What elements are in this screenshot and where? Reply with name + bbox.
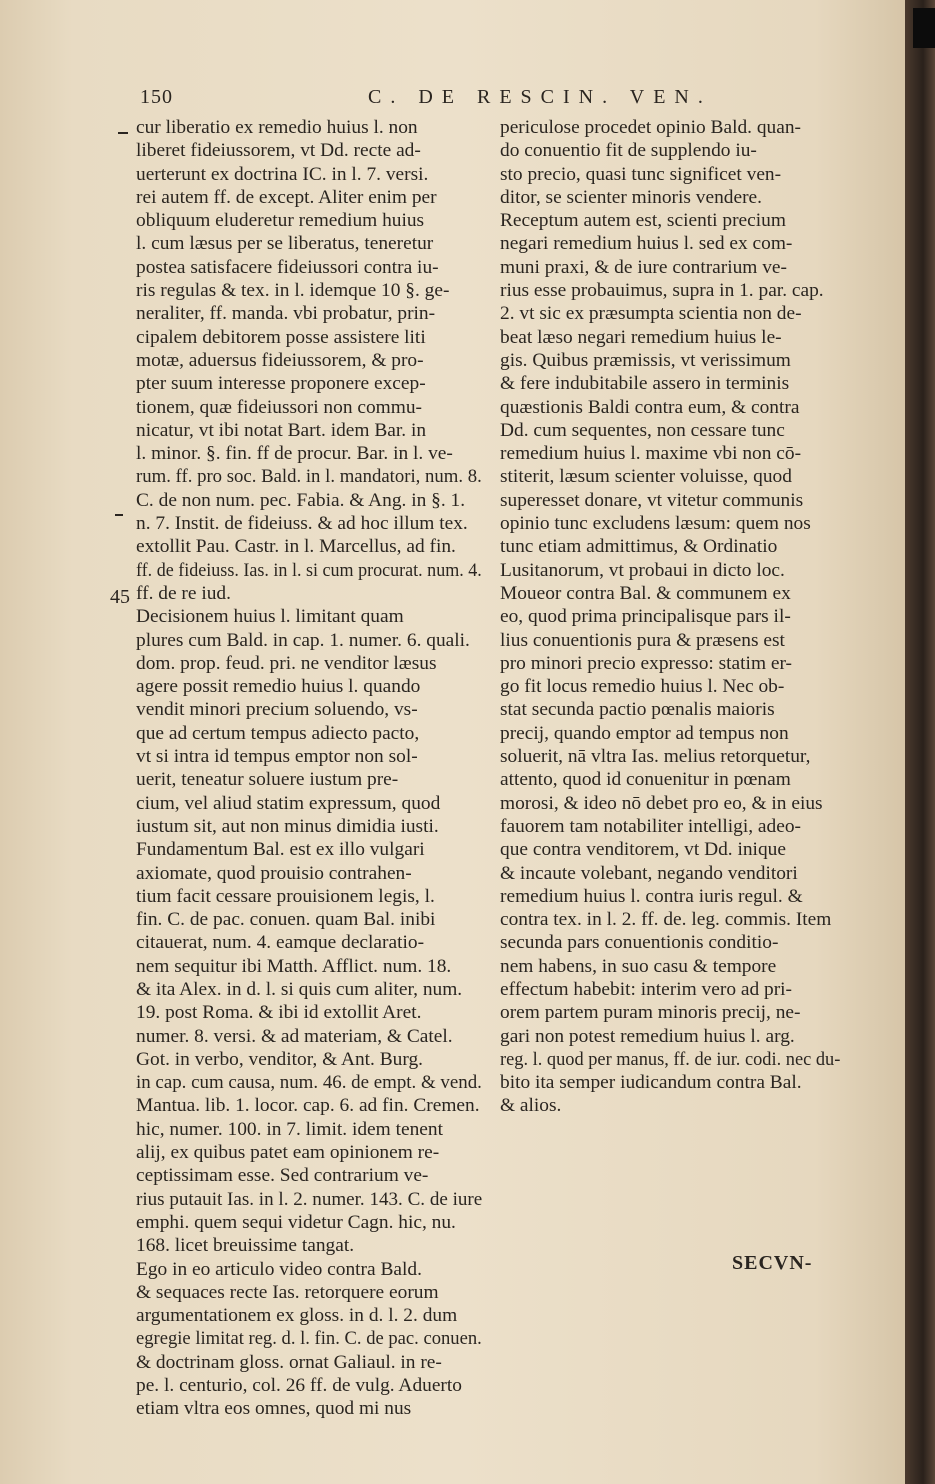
text-line: ditor, se scienter minoris vendere. (500, 186, 762, 208)
text-line: vendit minori precium soluendo, vs- (136, 699, 418, 721)
text-line: effectum habebit: interim vero ad pri- (500, 978, 793, 1000)
text-line: egregie limitat reg. d. l. fin. C. de pac. conuen. (136, 1328, 482, 1350)
text-line: extollit Pau. Castr. in l. Marcellus, ad fin. (136, 536, 456, 558)
text-line: iustum sit, aut non minus dimidia iusti. (136, 815, 439, 837)
text-line: do conuentio fit de supplendo iu- (500, 140, 757, 162)
left-column (136, 116, 482, 1421)
running-head: C. DE RESCIN. VEN. (368, 86, 712, 108)
text-line: & doctrinam gloss. ornat Galiaul. in re- (136, 1351, 442, 1373)
text-line: quæstionis Baldi contra eum, & contra (500, 396, 800, 418)
text-line: bito ita semper iudicandum contra Bal. (500, 1072, 802, 1094)
text-line: morosi, & ideo nō debet pro eo, & in eius (500, 792, 823, 814)
text-line: cur liberatio ex remedio huius l. non (136, 117, 418, 138)
text-line: numer. 8. versi. & ad materiam, & Catel. (136, 1025, 453, 1047)
text-line: attento, quod id conuenitur in pœnam (500, 769, 791, 791)
text-line: remedium huius l. contra iuris regul. & (500, 885, 803, 907)
text-line: ff. de fideiuss. Ias. in l. si cum procurat. num. 4. (136, 559, 482, 581)
text-line: negari remedium huius l. sed ex com- (500, 233, 793, 255)
text-line: contra tex. in l. 2. ff. de. leg. commis. Item (500, 909, 832, 931)
text-line: 19. post Roma. & ibi id extollit Aret. (136, 1002, 422, 1024)
text-line: plures cum Bald. in cap. 1. numer. 6. quali. (136, 629, 470, 651)
text-line: 168. licet breuissime tangat. (136, 1235, 355, 1257)
text-line: vt si intra id tempus emptor non sol- (136, 746, 418, 768)
text-line: & incaute volebant, negando venditori (500, 862, 798, 884)
text-line: sto precio, quasi tunc significet ven- (500, 163, 782, 185)
text-line: 2. vt sic ex præsumpta scientia non de- (500, 303, 802, 325)
text-line: ff. de re iud. (136, 582, 231, 604)
text-line: secunda pars conuentionis conditio- (500, 932, 779, 954)
text-line: gari non potest remedium huius l. arg. (500, 1025, 795, 1047)
text-line: uerterunt ex doctrina IC. in l. 7. versi. (136, 163, 429, 185)
text-line: alij, ex quibus patet eam opinionem re- (136, 1142, 440, 1164)
text-line: ris regulas & tex. in l. idemque 10 §. ge- (136, 280, 450, 302)
text-line: periculose procedet opinio Bald. quan- (500, 117, 801, 138)
text-line: l. minor. §. fin. ff de procur. Bar. in l. ve- (136, 443, 453, 465)
text-line: agere possit remedio huius l. quando (136, 676, 421, 698)
page-header (140, 86, 860, 114)
text-line: motæ, aduersus fideiussorem, & pro- (136, 349, 424, 371)
text-line: que ad certum tempus adiecto pacto, (136, 722, 420, 744)
text-line: & alios. (500, 1095, 562, 1117)
margin-mark (115, 514, 123, 516)
text-line: hic, numer. 100. in 7. limit. idem tenent (136, 1118, 443, 1140)
spine-tab (913, 8, 935, 48)
text-line: obliquum eluderetur remedium huius (136, 210, 425, 232)
text-line: Decisionem huius l. limitant quam (136, 606, 404, 628)
text-line: & sequaces recte Ias. retorquere eorum (136, 1281, 439, 1303)
text-line: l. cum læsus per se liberatus, teneretur (136, 233, 434, 255)
text-line: precij, quando emptor ad tempus non (500, 722, 789, 744)
text-line: Mantua. lib. 1. locor. cap. 6. ad fin. Cremen. (136, 1095, 480, 1117)
text-line: Lusitanorum, vt probaui in dicto loc. (500, 559, 785, 581)
text-line: remedium huius l. maxime vbi non cō- (500, 443, 802, 465)
text-line: reg. l. quod per manus, ff. de iur. codi. nec du- (500, 1048, 841, 1070)
text-line: ceptissimam esse. Sed contrarium ve- (136, 1165, 429, 1187)
text-line: & fere indubitabile assero in terminis (500, 373, 790, 395)
text-line: etiam vltra eos omnes, quod mi nus (136, 1398, 412, 1420)
text-line: beat læso negari remedium huius le- (500, 326, 782, 348)
text-line: soluerit, nā vltra Ias. melius retorquetur, (500, 746, 811, 768)
text-line: n. 7. Instit. de fideiuss. & ad hoc illum tex. (136, 513, 468, 535)
book-spine (905, 0, 935, 1484)
text-line: Got. in verbo, venditor, & Ant. Burg. (136, 1048, 424, 1070)
text-line: opinio tunc excludens læsum: quem nos (500, 513, 811, 535)
catchword: SECVN- (732, 1252, 813, 1274)
text-line: pe. l. centurio, col. 26 ff. de vulg. Aduerto (136, 1375, 462, 1397)
text-line: axiomate, quod prouisio contrahen- (136, 862, 412, 884)
text-line: fauorem tam notabiliter intelligi, adeo- (500, 815, 801, 837)
text-line: dom. prop. feud. pri. ne venditor læsus (136, 652, 437, 674)
text-line: stiterit, læsum scienter voluisse, quod (500, 466, 792, 488)
text-line: eo, quod prima principalisque pars il- (500, 606, 791, 628)
text-line: rum. ff. pro soc. Bald. in l. mandatori, num. 8. (136, 466, 482, 488)
text-line: emphi. quem sequi videtur Cagn. hic, nu. (136, 1211, 456, 1233)
text-line: pro minori precio expresso: statim er- (500, 652, 793, 674)
text-line: & ita Alex. in d. l. si quis cum aliter, num. (136, 978, 463, 1000)
text-line: orem partem puram minoris precij, ne- (500, 1002, 801, 1024)
text-line: liberet fideiussorem, vt Dd. recte ad- (136, 140, 421, 162)
margin-number: 45 (110, 586, 130, 608)
right-column (500, 116, 840, 1118)
text-line: neraliter, ff. manda. vbi probatur, prin- (136, 303, 436, 325)
text-line: nem sequitur ibi Matth. Afflict. num. 18. (136, 955, 452, 977)
text-line: cium, vel aliud statim expressum, quod (136, 792, 441, 814)
text-line: tionem, quæ fideiussori non commu- (136, 396, 422, 418)
text-line: cipalem debitorem posse assistere liti (136, 326, 426, 348)
text-line: fin. C. de pac. conuen. quam Bal. inibi (136, 909, 436, 931)
text-line: gis. Quibus præmissis, vt verissimum (500, 349, 791, 371)
text-line: rei autem ff. de except. Aliter enim per (136, 186, 437, 208)
text-line: pter suum interesse proponere excep- (136, 373, 426, 395)
text-line: Ego in eo articulo video contra Bald. (136, 1258, 422, 1280)
text-line: Fundamentum Bal. est ex illo vulgari (136, 839, 425, 861)
text-line: rius esse probauimus, supra in 1. par. cap. (500, 280, 824, 302)
text-line: stat secunda pactio pœnalis maioris (500, 699, 775, 721)
text-line: muni praxi, & de iure contrarium ve- (500, 256, 787, 278)
text-line: Moueor contra Bal. & communem ex (500, 582, 791, 604)
text-line: que contra venditorem, vt Dd. inique (500, 839, 786, 861)
text-line: uerit, teneatur soluere iustum pre- (136, 769, 399, 791)
text-line: C. de non num. pec. Fabia. & Ang. in §. 1. (136, 489, 466, 511)
text-line: superesset donare, vt vitetur communis (500, 489, 804, 511)
text-line: Dd. cum sequentes, non cessare tunc (500, 419, 785, 441)
text-line: tium facit cessare prouisionem legis, l. (136, 885, 435, 907)
text-line: nem habens, in suo casu & tempore (500, 955, 777, 977)
text-line: tunc etiam admittimus, & Ordinatio (500, 536, 778, 558)
text-line: argumentationem ex gloss. in d. l. 2. dum (136, 1305, 458, 1327)
text-line: in cap. cum causa, num. 46. de empt. & vend. (136, 1072, 482, 1094)
text-line: nicatur, vt ibi notat Bart. idem Bar. in (136, 419, 427, 441)
text-line: lius conuentionis pura & præsens est (500, 629, 785, 651)
text-line: go fit locus remedio huius l. Nec ob- (500, 676, 785, 698)
margin-mark (118, 132, 128, 134)
page-number: 150 (140, 86, 173, 108)
text-line: citauerat, num. 4. eamque declaratio- (136, 932, 425, 954)
text-line: postea satisfacere fideiussori contra iu- (136, 256, 439, 278)
text-line: Receptum autem est, scienti precium (500, 210, 786, 232)
text-line: rius putauit Ias. in l. 2. numer. 143. C. de iure (136, 1188, 483, 1210)
